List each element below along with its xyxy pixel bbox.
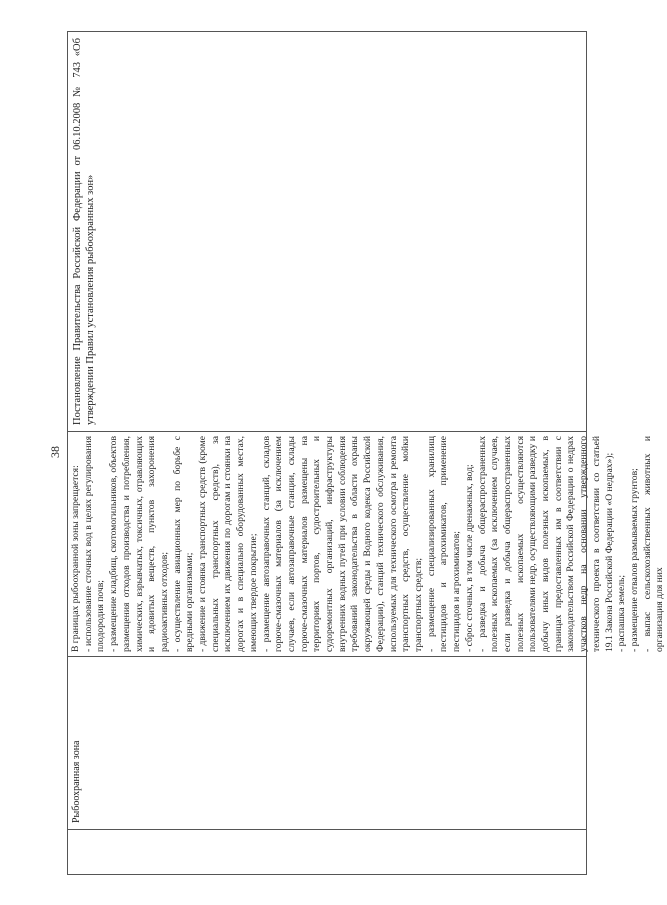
prohibition-item: - осуществление авиационных мер по борьбе с вредными организмами; <box>171 436 196 652</box>
prohibition-item: - сброс сточных, в том числе дренажных, вод; <box>463 464 475 652</box>
prohibition-item: - размещение специализированных хранилищ пестицидов и агрохимикатов, применение пестицидов и агрохимикатов; <box>425 436 463 652</box>
zone-name-cell: Рыбоохранная зона <box>68 656 586 829</box>
prohibition-item: В границах рыбоохранной зоны запрещается: <box>70 465 81 652</box>
prohibitions-cell <box>68 431 666 656</box>
empty-cell <box>68 829 586 874</box>
legal-basis-text: Постановление Правительства Российской Федерации от 06.10.2008 № 743 «Об утверждении Правил установления рыбоохранных зон» <box>72 38 96 425</box>
prohibition-item: - распашка земель; <box>616 574 628 652</box>
prohibition-item: - разведка и добыча общераспространенных полезных ископаемых (за исключением случаев, если разведка и добыча общераспространенных полезных ископаемых осуществляются пользователями недр, осуществляющими разведку и добычу иных видов полезных ископаемых, в границах предоставленных им в соответствии с законодательством Российской Федерации о недрах участков недр на основании утвержденного технического проекта в соответствии со статьей 19.1 Закона Российской Федерации «О недрах»); <box>476 436 615 652</box>
prohibition-item: - размещение кладбищ, скотомогильников, объектов размещения отходов производства и потребления, химических, взрывчатых, токсичных, отравляющих и ядовитых веществ, пунктов захоронения радиоактивных отходов; <box>108 436 170 652</box>
prohibition-item: - размещение автозаправочных станций, складов горюче-смазочных материалов (за исключением случаев, если автозаправочные станции, склады горюче-смазочных материалов размещены на территориях портов, судостроительных и судоремонтных организаций, инфраструктуры внутренних водных путей при условии соблюдения требований законодательства в области охраны окружающей среды и Водного кодекса Российской Федерации), станций технического обслуживания, используемых для технического осмотра и ремонта транспортных средств, осуществление мойки транспортных средств; <box>260 436 424 652</box>
prohibition-item: - выпас сельскохозяйственных животных и организация для них <box>641 436 666 652</box>
prohibition-item: - размещение отвалов размываемых грунтов; <box>628 468 640 652</box>
page-number: 38 <box>48 446 62 458</box>
legal-basis-cell <box>68 32 586 431</box>
prohibition-item: - движение и стоянка транспортных средств (кроме специальных транспортных средств), за исключением их движения по дорогам и стоянки на дорогах и в специально оборудованных местах, имеющих твердое покрытие; <box>197 436 259 652</box>
zone-table <box>67 31 666 875</box>
prohibition-item: - использование сточных вод в целях регулирования плодородия почв; <box>82 436 107 652</box>
